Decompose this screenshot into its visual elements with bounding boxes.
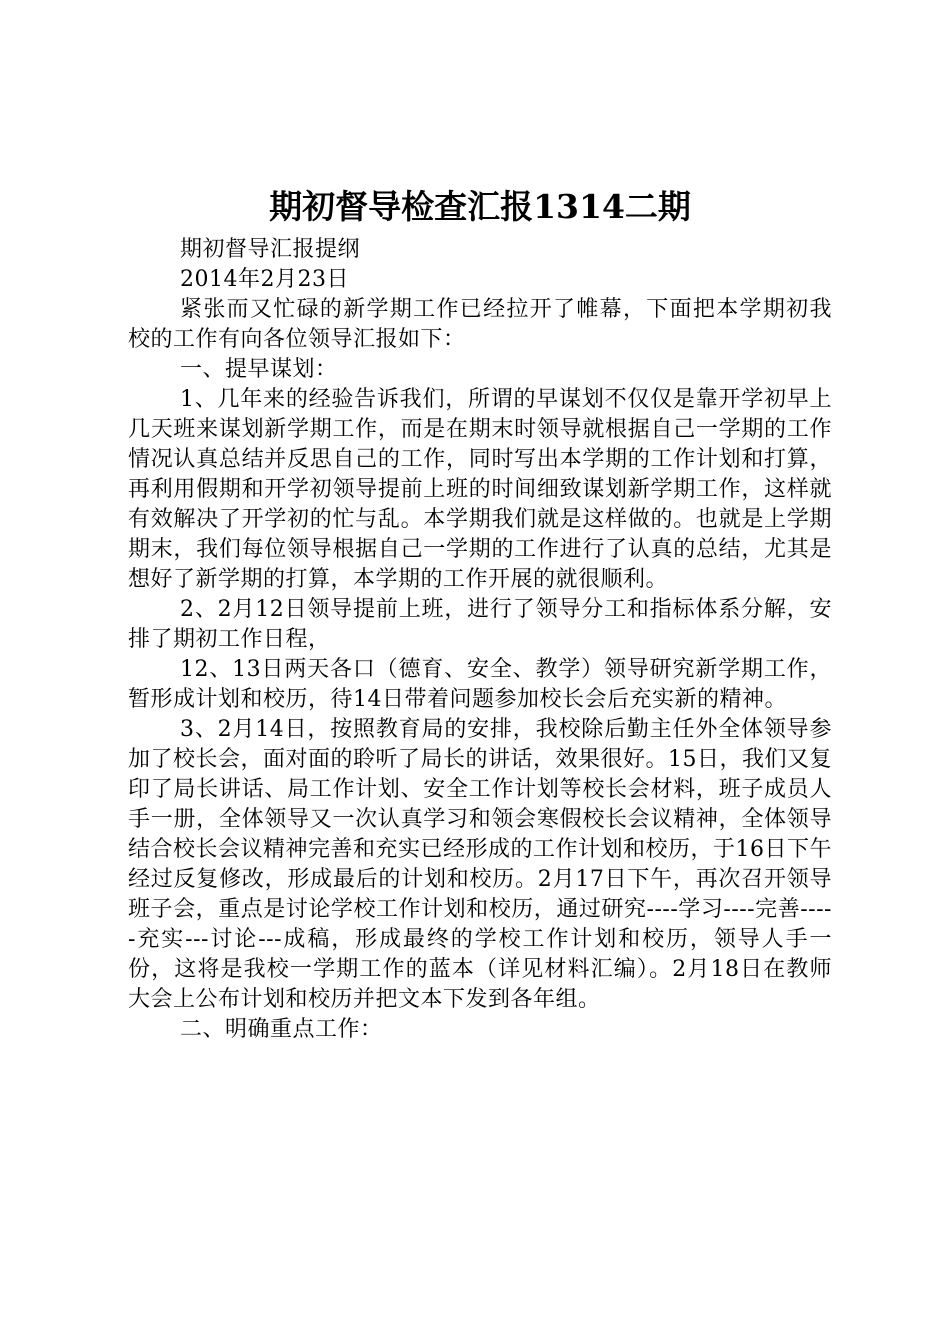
paragraph-item-1: 1、几年来的经验告诉我们，所谓的早谋划不仅仅是靠开学初早上几天班来谋划新学期工作，而是在期末时领导就根据自己一学期的工作情况认真总结并反思自己的工作，同时写出本学期的工作计划和打算，再利用假期和开学初领导提前上班的时间细致谋划新学期工作，这样就有效解决了开学初的忙与乱。本学期我们就是这样做的。也就是上学期期末，我们每位领导根据自己一学期的工作进行了认真的总结，尤其是想好了新学期的打算，本学期的工作开展的就很顺利。 bbox=[128, 387, 832, 592]
section-heading-1: 一、提早谋划： bbox=[180, 357, 338, 382]
section-heading-2: 二、明确重点工作： bbox=[180, 1017, 383, 1042]
paragraph-item-2: 2、2月12日领导提前上班，进行了领导分工和指标体系分解，安排了期初工作日程， bbox=[128, 597, 832, 652]
paragraph-item-3: 3、2月14日，按照教育局的安排，我校除后勤主任外全体领导参加了校长会，面对面的聆听了局长的讲话，效果很好。15日，我们又复印了局长讲话、局工作计划、安全工作计划等校长会材料，班子成员人手一册，全体领导又一次认真学习和领会寒假校长会议精神，全体领导结合校长会议精神完善和充实已经形成的工作计划和校历，于16日下午经过反复修改，形成最后的计划和校历。2月17日下午，再次召开领导班子会，重点是讨论学校工作计划和校历，通过研究----学习----完善-----充实---讨论---成稿，形成最终的学校工作计划和校历，领导人手一份，这将是我校一学期工作的蓝本（详见材料汇编）。2月18日在教师大会上公布计划和校历并把文本下发到各年组。 bbox=[128, 717, 832, 1012]
document-body bbox=[128, 235, 832, 1045]
document-title: 期初督导检查汇报1314二期 bbox=[269, 187, 691, 226]
paragraph-intro: 紧张而又忙碌的新学期工作已经拉开了帷幕，下面把本学期初我校的工作有向各位领导汇报如下： bbox=[128, 297, 832, 352]
paragraph-date: 2014年2月23日 bbox=[180, 267, 349, 292]
paragraph-outline-heading: 期初督导汇报提纲 bbox=[180, 237, 361, 262]
paragraph-item-2-cont: 12、13日两天各口（德育、安全、教学）领导研究新学期工作，暂形成计划和校历，待14日带着问题参加校长会后充实新的精神。 bbox=[128, 657, 832, 712]
